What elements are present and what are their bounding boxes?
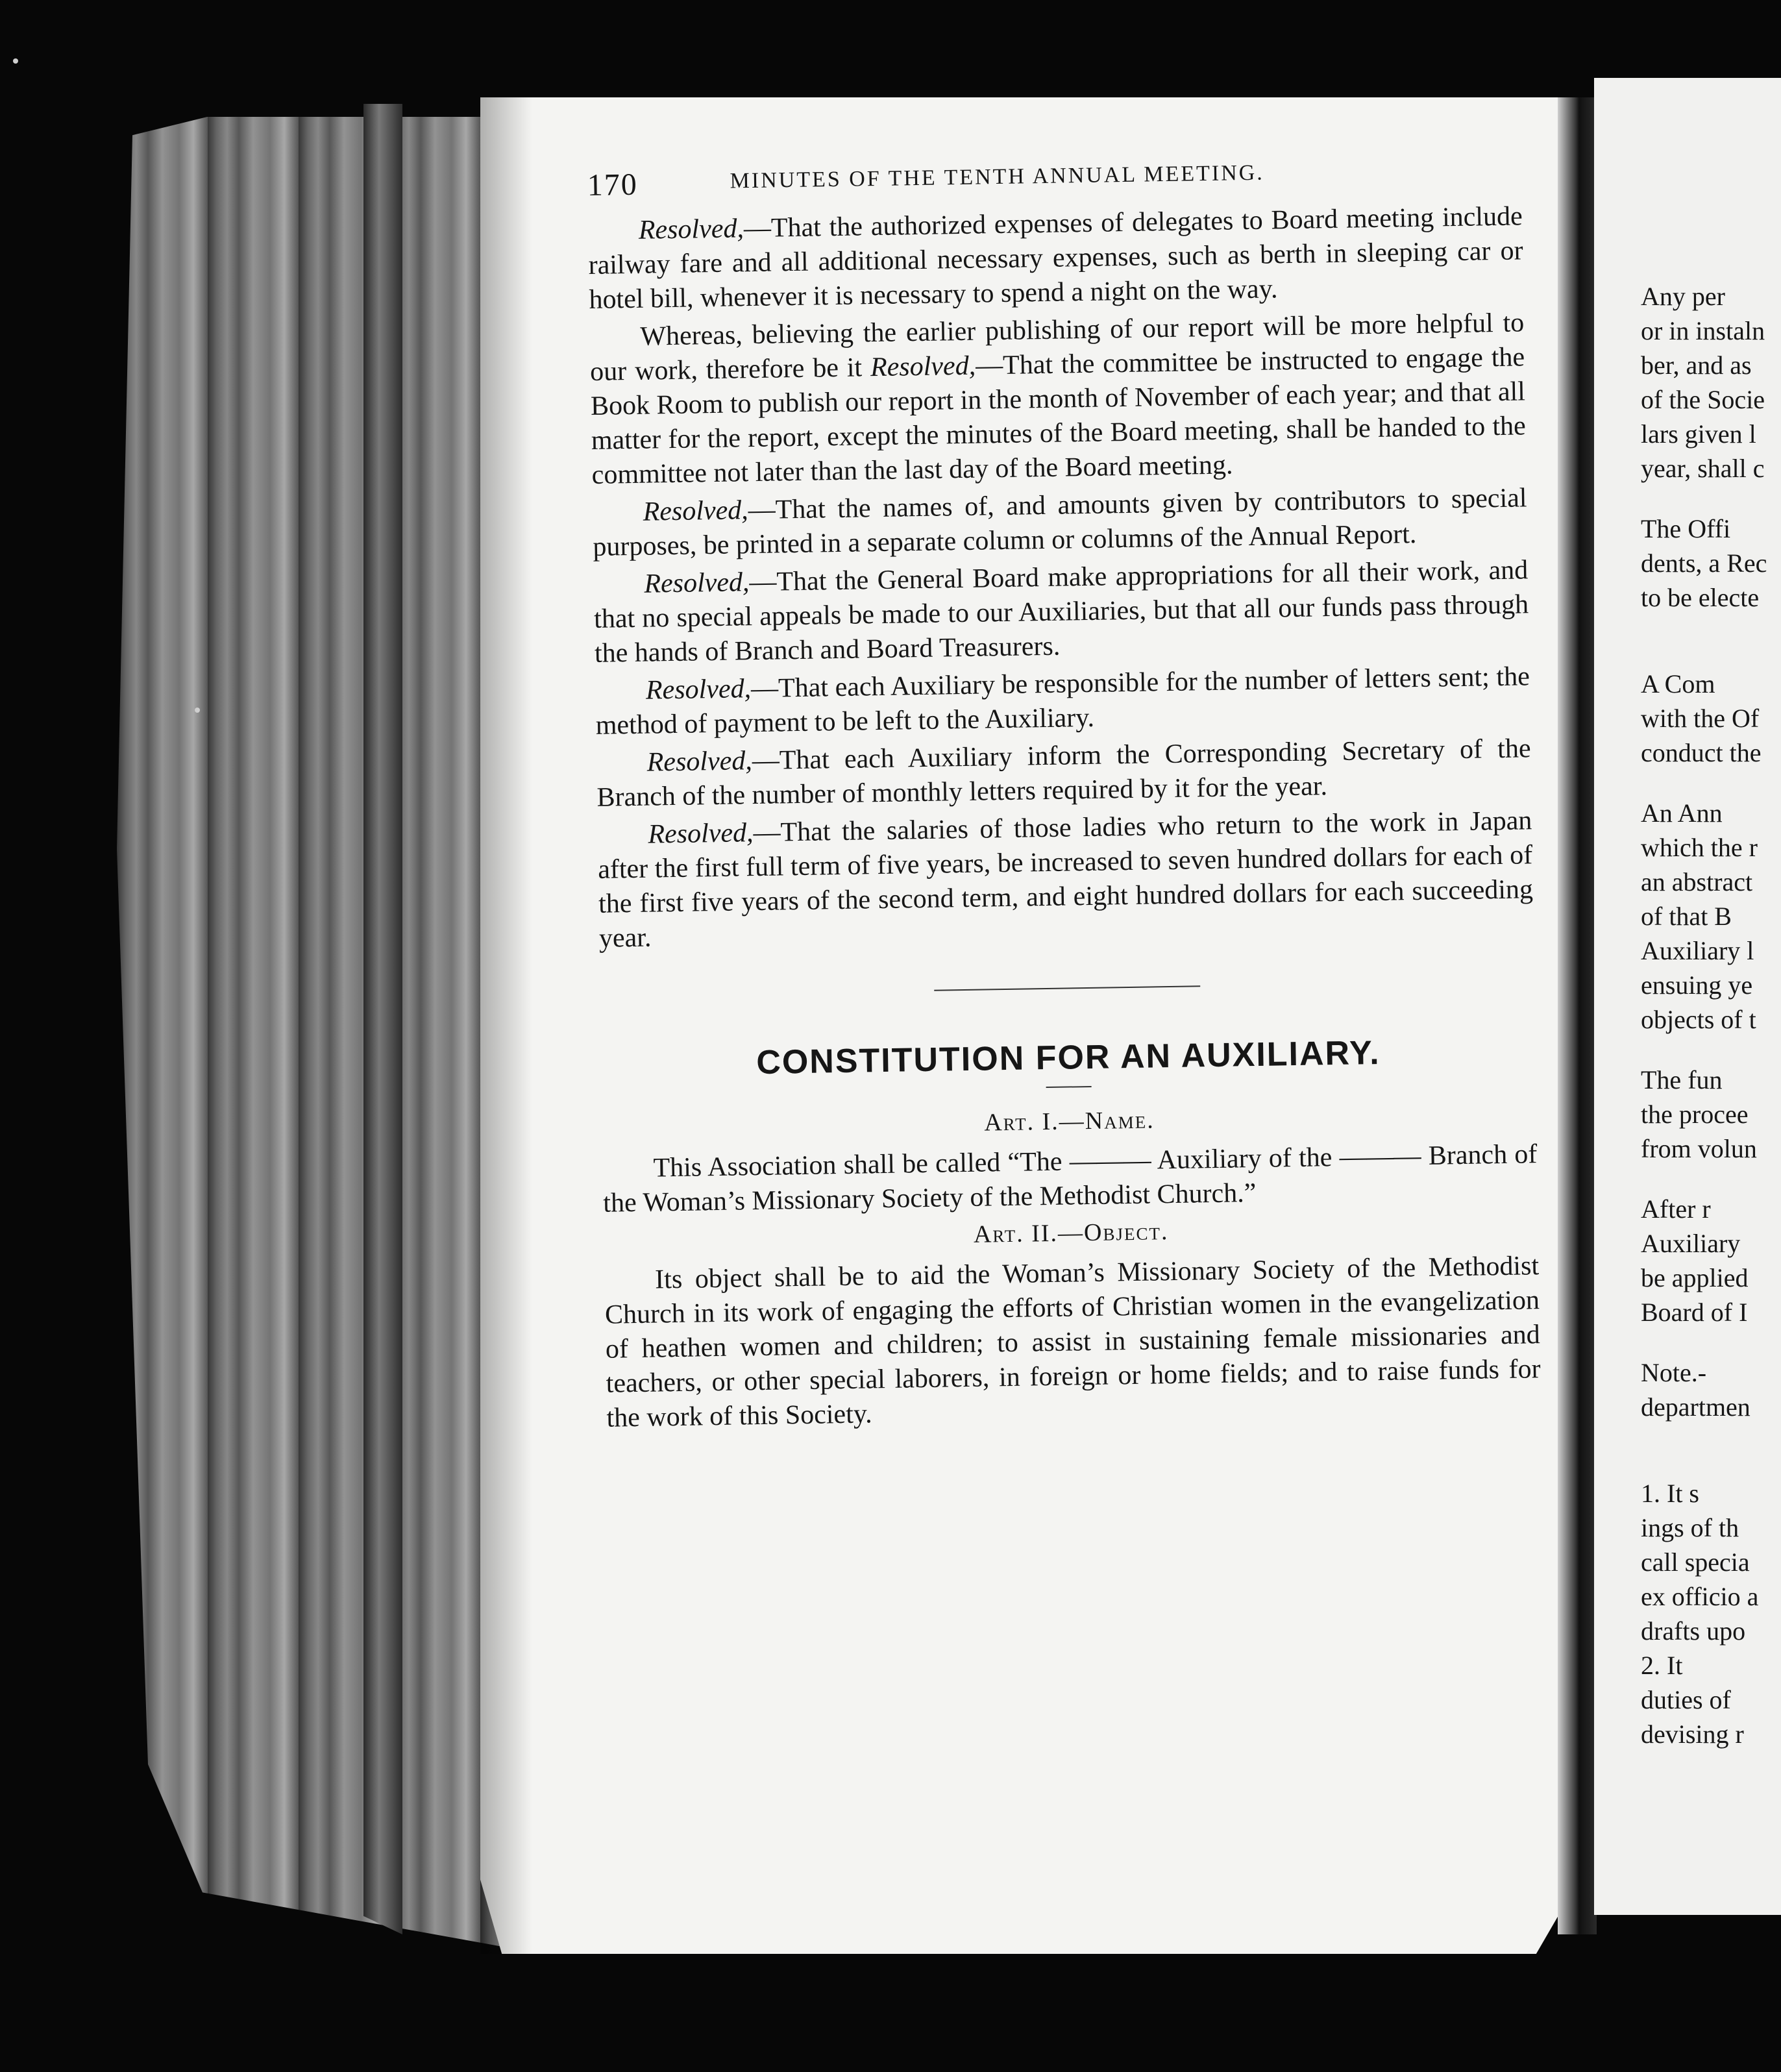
facing-page-line: ensuing ye	[1641, 970, 1753, 1000]
facing-page-gap	[1641, 1037, 1781, 1063]
facing-page-line: conduct the	[1641, 738, 1762, 767]
facing-page-gap	[1641, 770, 1781, 796]
facing-page-line: or in instaln	[1641, 316, 1765, 345]
paragraph-text: —That the authorized expenses of delegates to Board meeting include railway fare and all additional necessary expenses, such as berth in sleeping car or hotel bill, whenever it is necessary to spend a night on the way.	[588, 201, 1523, 315]
resolved-lead: Resolved,	[646, 746, 753, 778]
resolved-lead: Resolved,	[648, 818, 754, 850]
facing-page-line: A Com	[1641, 669, 1715, 698]
article-2-text: Its object shall be to aid the Woman’s Missionary Society of the Methodist Church in its work of engaging the efforts of Christian women in the evangelization of heathen women and children; to assist in sustaining female missionaries and teachers, or other special laborers, in foreign or home fields; and to raise funds for the work of this Society.	[604, 1251, 1541, 1433]
paragraph-text: —That each Auxiliary inform the Corresponding Secretary of the Branch of the number of monthly letters required by it for the year.	[596, 734, 1531, 813]
paragraph-text: —That the committee be instructed to engage the Book Room to publish our report in the month of November of each year; and that all matter for the report, except the minutes of the Board meeting, shall be handed to the committee not later than the last day of the Board meeting.	[590, 342, 1527, 490]
paragraph-text: Whereas, believing the earlier publishing of our report will be more helpful to our work, therefore be it	[589, 308, 1525, 387]
constitution-heading: CONSTITUTION FOR AN AUXILIARY.	[755, 1033, 1381, 1082]
facing-page-line: lars given l	[1641, 419, 1756, 449]
facing-page-line: Auxiliary	[1641, 1229, 1741, 1258]
resolution-paragraph	[587, 199, 1523, 317]
facing-page-line: year, shall c	[1641, 454, 1765, 483]
facing-page-line: of that B	[1641, 902, 1732, 931]
facing-page-gap	[1641, 615, 1781, 641]
facing-page-line: drafts upo	[1641, 1616, 1746, 1646]
resolved-lead: Resolved,	[870, 351, 976, 383]
scan-speck	[195, 708, 200, 713]
facing-page-line: 2. It	[1641, 1651, 1683, 1680]
resolved-lead: Resolved,	[643, 495, 749, 527]
facing-page-line: departmen	[1641, 1392, 1750, 1422]
facing-page-line: Note.-	[1641, 1358, 1707, 1387]
paragraph-text: —That the names of, and amounts given by contributors to special purposes, be printed in a separate column or columns of the Annual Report.	[593, 483, 1527, 562]
facing-page-line: call specia	[1641, 1548, 1750, 1577]
resolution-paragraph	[597, 804, 1534, 956]
facing-page-line: which the r	[1641, 833, 1758, 862]
facing-page-gap	[1641, 1450, 1781, 1476]
left-page-text	[587, 141, 1541, 1438]
facing-page-gap	[1641, 1424, 1781, 1450]
article-1-text: This Association shall be called “The ——— Auxiliary of the ——— Branch of the Woman’s Missionary Society of the Methodist Church.”	[602, 1139, 1538, 1218]
facing-page-line: with the Of	[1641, 704, 1760, 733]
facing-page-line: ings of th	[1641, 1513, 1739, 1542]
page-shadow	[480, 97, 532, 1954]
facing-page-line: of the Socie	[1641, 385, 1765, 414]
article-2-title: Art. II.—Object.	[973, 1218, 1169, 1248]
facing-page-line: Any per	[1641, 282, 1725, 311]
resolution-paragraph	[593, 553, 1529, 671]
resolved-lead: Resolved,	[644, 567, 750, 599]
facing-page-line: ex officio a	[1641, 1582, 1759, 1611]
page-edges	[117, 117, 506, 1947]
facing-page-line: the procee	[1641, 1100, 1749, 1129]
resolution-paragraph	[595, 660, 1530, 743]
facing-page-line: be applied	[1641, 1263, 1749, 1292]
facing-page-line: The Offi	[1641, 514, 1731, 543]
facing-page-gap	[1641, 1166, 1781, 1192]
facing-page-line: Auxiliary l	[1641, 936, 1754, 965]
facing-page-line: 1. It s	[1641, 1479, 1699, 1508]
facing-page-gap	[1641, 1329, 1781, 1355]
facing-page-line: Board of I	[1641, 1298, 1748, 1327]
whereas-paragraph	[589, 306, 1527, 493]
resolved-lead: Resolved,	[638, 214, 744, 245]
facing-page-line: An Ann	[1641, 798, 1723, 828]
paragraph-text: —That the General Board make appropriations for all their work, and that no special appeals be made to our Auxiliaries, but that all our funds pass through the hands of Branch and Board Treasurers.	[593, 555, 1529, 669]
facing-page-gap	[1641, 641, 1781, 667]
facing-page-line: The fun	[1641, 1065, 1723, 1094]
article-1-title: Art. I.—Name.	[983, 1106, 1155, 1137]
resolved-lead: Resolved,	[645, 674, 752, 706]
resolution-paragraph	[596, 732, 1531, 815]
running-title: MINUTES OF THE TENTH ANNUAL MEETING.	[730, 160, 1265, 193]
facing-page-gap	[1641, 486, 1781, 512]
scan-speck	[13, 58, 18, 64]
facing-page-line: devising r	[1641, 1720, 1744, 1749]
facing-page-line: duties of	[1641, 1685, 1731, 1714]
facing-page-line: an abstract	[1641, 867, 1753, 896]
facing-page-line: from volun	[1641, 1134, 1757, 1163]
facing-page-line: ber, and as	[1641, 351, 1752, 380]
facing-page-line: dents, a Rec	[1641, 549, 1767, 578]
section-divider	[934, 985, 1200, 991]
facing-page-line: After r	[1641, 1194, 1711, 1224]
book-gutter	[1558, 97, 1597, 1934]
facing-page-line: objects of t	[1641, 1005, 1756, 1034]
paragraph-text: —That the salaries of those ladies who return to the work in Japan after the first full term of five years, be increased to seven hundred dollars for each of the first five years of the second term, and eight hundred dollars for each succeeding year.	[597, 806, 1534, 954]
page-number: 170	[587, 167, 639, 203]
facing-page-text	[1641, 279, 1781, 1751]
heading-rule	[1046, 1086, 1092, 1088]
facing-page-line: to be electe	[1641, 583, 1760, 612]
page-edges-band	[363, 104, 402, 1934]
resolution-paragraph	[592, 481, 1527, 565]
paragraph-text: —That each Auxiliary be responsible for the number of letters sent; the method of payment to be left to the Auxiliary.	[595, 661, 1530, 741]
